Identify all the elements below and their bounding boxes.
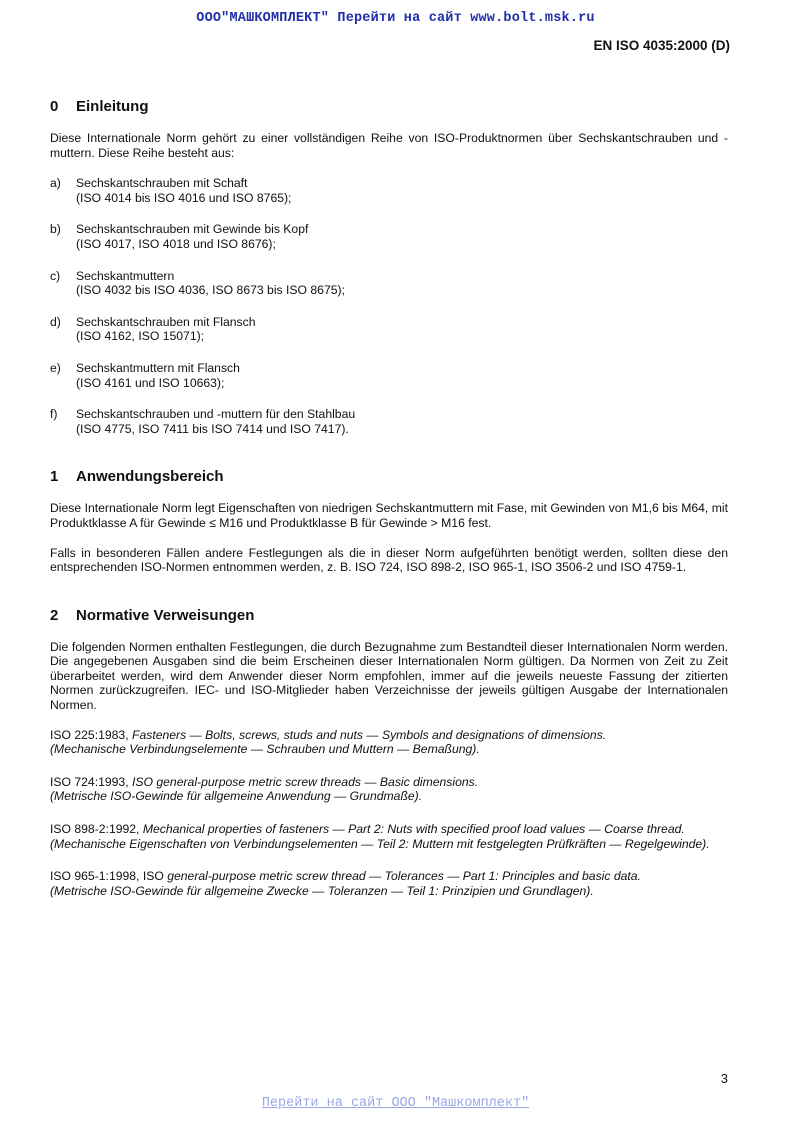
- list-item-standards: (ISO 4017, ISO 4018 und ISO 8676);: [76, 236, 276, 251]
- list-item: [50, 222, 728, 251]
- document-id: EN ISO 4035:2000 (D): [593, 38, 730, 53]
- intro-paragraph: Diese Internationale Norm gehört zu einer vollständigen Reihe von ISO-Produktnormen über Sechskantschrauben und -muttern. Diese Reihe besteht aus:: [50, 131, 728, 160]
- list-item-title: Sechskantschrauben mit Gewinde bis Kopf: [76, 222, 309, 237]
- list-item: [50, 407, 728, 436]
- reference-title: Fasteners — Bolts, screws, studs and nuts — Symbols and designations of dimensions.: [132, 727, 607, 742]
- reference-code: ISO 965-1:1998, ISO: [50, 869, 168, 884]
- product-series-list: [50, 176, 728, 436]
- list-item: [50, 361, 728, 390]
- document-body: [50, 98, 728, 916]
- reference-code: ISO 898-2:1992,: [50, 822, 143, 837]
- list-marker: a): [50, 176, 61, 191]
- list-marker: c): [50, 268, 61, 283]
- list-marker: d): [50, 314, 61, 329]
- list-item-standards: (ISO 4162, ISO 15071);: [76, 329, 205, 344]
- reference-entry: [50, 775, 728, 804]
- list-item: [50, 176, 728, 205]
- list-item-standards: (ISO 4161 und ISO 10663);: [76, 375, 225, 390]
- list-item-title: Sechskantschrauben und -muttern für den Stahlbau: [76, 407, 356, 422]
- list-marker: b): [50, 222, 61, 237]
- reference-german-title: (Metrische ISO-Gewinde für allgemeine Anwendung — Grundmaße).: [50, 789, 423, 804]
- list-marker: f): [50, 407, 58, 422]
- page-number: 3: [720, 1071, 728, 1086]
- reference-german-title: (Mechanische Verbindungselemente — Schrauben und Muttern — Bemaßung).: [50, 742, 480, 757]
- list-item-standards: (ISO 4032 bis ISO 4036, ISO 8673 bis ISO 8675);: [76, 283, 345, 298]
- list-item-title: Sechskantschrauben mit Flansch: [76, 314, 256, 329]
- scope-paragraph-2: Falls in besonderen Fällen andere Festlegungen als die in dieser Norm aufgeführten benötigt werden, sollten diese den entsprechenden ISO-Normen entnommen werden, z. B. ISO 724, ISO 898-2, ISO 965-1, ISO 3506-2 und ISO 4759-1.: [50, 545, 728, 575]
- list-item: [50, 315, 728, 344]
- reference-title: Mechanical properties of fasteners — Part 2: Nuts with specified proof load values — Coarse thread.: [142, 822, 685, 837]
- list-item-title: Sechskantmuttern: [76, 268, 175, 283]
- reference-entry: [50, 822, 728, 851]
- site-banner-link[interactable]: ООО"МАШКОМПЛЕКТ" Перейти на сайт www.bolt.msk.ru: [196, 11, 595, 26]
- section-1-heading: [50, 468, 728, 486]
- reference-entry: [50, 869, 728, 898]
- list-item-title: Sechskantmuttern mit Flansch: [76, 360, 240, 375]
- section-number: 0: [50, 98, 59, 115]
- footer-site-link[interactable]: Перейти на сайт ООО "Машкомплект": [261, 1096, 530, 1111]
- list-item: [50, 269, 728, 298]
- section-title: Anwendungsbereich: [76, 468, 224, 486]
- reference-entry: [50, 728, 728, 757]
- section-title: Normative Verweisungen: [76, 606, 255, 624]
- reference-german-title: (Metrische ISO-Gewinde für allgemeine Zwecke — Toleranzen — Teil 1: Prinzipien und Grundlagen).: [50, 883, 594, 898]
- reference-title: ISO general-purpose metric screw threads — Basic dimensions.: [132, 774, 479, 789]
- section-title: Einleitung: [76, 98, 149, 115]
- list-item-standards: (ISO 4014 bis ISO 4016 und ISO 8765);: [76, 190, 292, 205]
- list-item-title: Sechskantschrauben mit Schaft: [76, 176, 248, 191]
- section-number: 2: [50, 606, 59, 624]
- reference-title: general-purpose metric screw thread — Tolerances — Part 1: Principles and basic data.: [167, 869, 641, 884]
- section-number: 1: [50, 468, 59, 486]
- reference-code: ISO 724:1993,: [50, 774, 132, 789]
- list-marker: e): [50, 360, 61, 375]
- reference-german-title: (Mechanische Eigenschaften von Verbindungselementen — Teil 2: Muttern mit festgelegten Prüfkräften — Regelgewinde).: [50, 836, 710, 851]
- section-0-heading: [50, 98, 728, 116]
- reference-code: ISO 225:1983,: [50, 727, 132, 742]
- scope-paragraph-1: Diese Internationale Norm legt Eigenschaften von niedrigen Sechskantmuttern mit Fase, mit Gewinden von M1,6 bis M64, mit Produktklasse A für Gewinde ≤ M16 und Produktklasse B für Gewinde > M16 fest.: [50, 501, 728, 530]
- section-2-heading: [50, 607, 728, 625]
- references-intro-paragraph: Die folgenden Normen enthalten Festlegungen, die durch Bezugnahme zum Bestandteil dieser Internationalen Norm werden. Die angegebenen Ausgaben sind die beim Erscheinen dieser Internationalen Norm gültigen. Da Normen von Zeit zu Zeit überarbeitet werden, wird dem Anwender dieser Norm empfohlen, immer auf die jeweils neueste Fassung der zitierten Normen zurückzugreifen. IEC- und ISO-Mitglieder haben Verzeichnisse der jeweils gültigen Ausgabe der Internationalen Normen.: [50, 639, 728, 713]
- list-item-standards: (ISO 4775, ISO 7411 bis ISO 7414 und ISO 7417).: [76, 421, 349, 436]
